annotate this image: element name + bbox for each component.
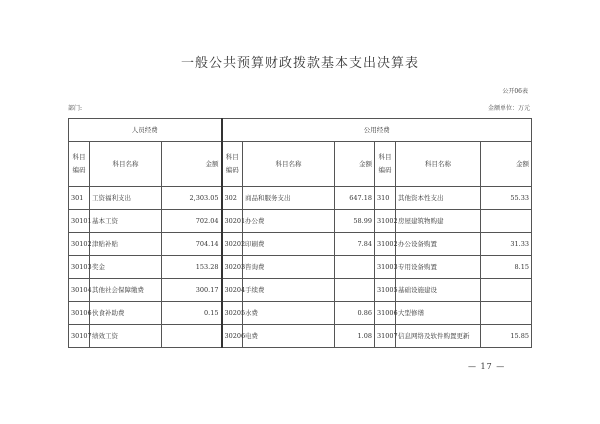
code-cell: 30103 bbox=[69, 256, 90, 279]
amount-cell: 300.17 bbox=[162, 279, 222, 302]
header-amount-3: 金额 bbox=[481, 142, 532, 187]
code-cell: 31005 bbox=[375, 279, 396, 302]
amount-cell: 55.33 bbox=[481, 187, 532, 210]
name-cell: 绩效工资 bbox=[90, 325, 162, 348]
name-cell: 其他社会保障缴费 bbox=[90, 279, 162, 302]
amount-cell bbox=[335, 279, 375, 302]
name-cell: 办公设备购置 bbox=[396, 233, 481, 256]
column-header-row bbox=[69, 142, 532, 187]
code-cell: 30107 bbox=[69, 325, 90, 348]
code-cell: 31003 bbox=[375, 256, 396, 279]
amount-cell: 15.85 bbox=[481, 325, 532, 348]
amount-cell: 2,303.05 bbox=[162, 187, 222, 210]
group-personnel: 人员经费 bbox=[69, 119, 222, 142]
name-cell: 信息网络及软件购置更新 bbox=[396, 325, 481, 348]
header-code-2: 科目编码 bbox=[222, 142, 243, 187]
amount-cell: 8.15 bbox=[481, 256, 532, 279]
name-cell: 大型修缮 bbox=[396, 302, 481, 325]
name-cell: 电费 bbox=[243, 325, 335, 348]
name-cell: 水费 bbox=[243, 302, 335, 325]
amount-cell bbox=[481, 279, 532, 302]
code-cell: 31002 bbox=[375, 233, 396, 256]
code-cell: 31002 bbox=[375, 210, 396, 233]
code-cell: 30104 bbox=[69, 279, 90, 302]
code-cell: 30205 bbox=[222, 302, 243, 325]
code-cell: 30203 bbox=[222, 256, 243, 279]
name-cell: 办公费 bbox=[243, 210, 335, 233]
header-code-1: 科目编码 bbox=[69, 142, 90, 187]
name-cell: 印刷费 bbox=[243, 233, 335, 256]
name-cell: 咨询费 bbox=[243, 256, 335, 279]
code-cell: 30101 bbox=[69, 210, 90, 233]
name-cell: 其他资本性支出 bbox=[396, 187, 481, 210]
name-cell: 工资福利支出 bbox=[90, 187, 162, 210]
amount-cell bbox=[335, 256, 375, 279]
form-code: 公开06表 bbox=[502, 88, 528, 95]
expenditure-table bbox=[68, 118, 532, 348]
header-code-3: 科目编码 bbox=[375, 142, 396, 187]
code-cell: 302 bbox=[222, 187, 243, 210]
code-cell: 30206 bbox=[222, 325, 243, 348]
name-cell: 基础设施建设 bbox=[396, 279, 481, 302]
amount-cell bbox=[481, 302, 532, 325]
page-title: 一般公共预算财政拨款基本支出决算表 bbox=[180, 56, 419, 71]
header-name-3: 科目名称 bbox=[396, 142, 481, 187]
name-cell: 商品和服务支出 bbox=[243, 187, 335, 210]
amount-cell: 702.04 bbox=[162, 210, 222, 233]
amount-cell bbox=[481, 210, 532, 233]
amount-cell: 58.99 bbox=[335, 210, 375, 233]
amount-cell: 0.15 bbox=[162, 302, 222, 325]
code-cell: 31006 bbox=[375, 302, 396, 325]
code-cell: 31007 bbox=[375, 325, 396, 348]
code-cell: 30202 bbox=[222, 233, 243, 256]
amount-cell: 647.18 bbox=[335, 187, 375, 210]
table-row bbox=[69, 233, 532, 256]
name-cell: 津贴补贴 bbox=[90, 233, 162, 256]
header-amount-1: 金额 bbox=[162, 142, 222, 187]
amount-cell: 0.86 bbox=[335, 302, 375, 325]
name-cell: 房屋建筑物购建 bbox=[396, 210, 481, 233]
amount-cell: 1.08 bbox=[335, 325, 375, 348]
table-row bbox=[69, 256, 532, 279]
amount-cell: 704.14 bbox=[162, 233, 222, 256]
name-cell: 基本工资 bbox=[90, 210, 162, 233]
code-cell: 301 bbox=[69, 187, 90, 210]
name-cell: 奖金 bbox=[90, 256, 162, 279]
name-cell: 手续费 bbox=[243, 279, 335, 302]
table-row bbox=[69, 302, 532, 325]
amount-cell: 153.28 bbox=[162, 256, 222, 279]
code-cell: 30201 bbox=[222, 210, 243, 233]
code-cell: 30106 bbox=[69, 302, 90, 325]
name-cell: 专用设备购置 bbox=[396, 256, 481, 279]
table-row bbox=[69, 325, 532, 348]
name-cell: 伙食补助费 bbox=[90, 302, 162, 325]
amount-cell: 7.84 bbox=[335, 233, 375, 256]
department-label: 部门: bbox=[68, 105, 83, 112]
header-name-2: 科目名称 bbox=[243, 142, 335, 187]
group-public: 公用经费 bbox=[222, 119, 532, 142]
group-header-row bbox=[69, 119, 532, 142]
page-number: — 17 — bbox=[468, 362, 506, 371]
code-cell: 30102 bbox=[69, 233, 90, 256]
amount-cell bbox=[162, 325, 222, 348]
amount-cell: 31.33 bbox=[481, 233, 532, 256]
code-cell: 310 bbox=[375, 187, 396, 210]
unit-label: 金额单位：万元 bbox=[487, 105, 530, 112]
header-name-1: 科目名称 bbox=[90, 142, 162, 187]
table-row bbox=[69, 210, 532, 233]
table-row bbox=[69, 279, 532, 302]
header-amount-2: 金额 bbox=[335, 142, 375, 187]
code-cell: 30204 bbox=[222, 279, 243, 302]
table-row bbox=[69, 187, 532, 210]
